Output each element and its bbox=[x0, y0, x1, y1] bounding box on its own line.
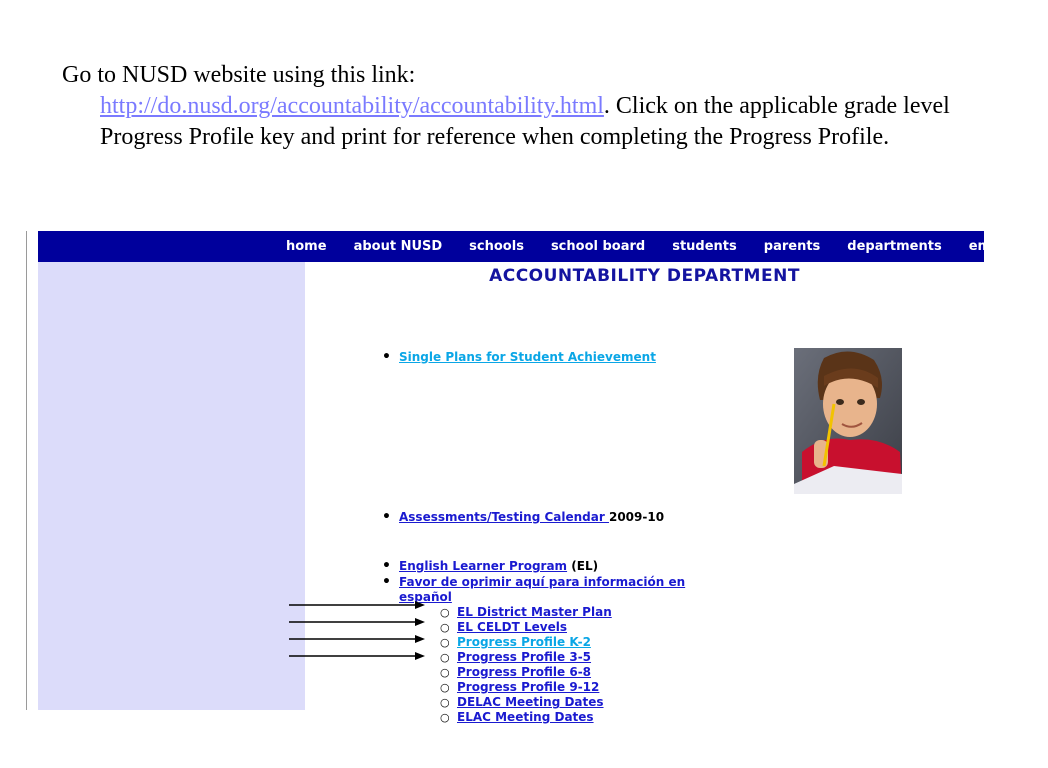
english-learner-link[interactable]: English Learner Program bbox=[399, 559, 568, 573]
list-item-english-learner bbox=[399, 559, 598, 574]
list-item-single-plans bbox=[399, 350, 656, 365]
progress-profile-9-12-link[interactable]: Progress Profile 9-12 bbox=[457, 680, 600, 694]
left-sidebar bbox=[38, 231, 305, 710]
instruction-intro: Go to NUSD website using this link: bbox=[62, 62, 416, 88]
nav-parents[interactable]: parents bbox=[763, 239, 821, 254]
student-photo bbox=[794, 348, 902, 494]
single-plans-link[interactable]: Single Plans for Student Achievement bbox=[399, 350, 656, 364]
arrow-icon bbox=[289, 600, 425, 610]
elac-meeting-dates-link[interactable]: ELAC Meeting Dates bbox=[457, 710, 594, 724]
progress-profile-k2-link[interactable]: Progress Profile K-2 bbox=[457, 635, 591, 649]
sublist-item bbox=[457, 620, 567, 635]
nav-schools[interactable]: schools bbox=[469, 239, 524, 254]
assessments-year: 2009-10 bbox=[608, 510, 665, 524]
website-screenshot bbox=[26, 231, 1048, 724]
nav-home[interactable]: home bbox=[286, 239, 327, 254]
list-item-assessments bbox=[399, 510, 664, 525]
espanol-info-link[interactable]: Favor de oprimir aquí para información en español bbox=[399, 575, 686, 604]
sublist-item bbox=[457, 605, 612, 620]
arrow-icon bbox=[289, 651, 425, 661]
sublist-item bbox=[457, 650, 591, 665]
main-nav bbox=[286, 231, 1048, 262]
list-item-espanol bbox=[399, 575, 709, 605]
instruction-text bbox=[62, 60, 962, 153]
progress-profile-6-8-link[interactable]: Progress Profile 6-8 bbox=[457, 665, 592, 679]
sublist-item bbox=[457, 665, 591, 680]
nav-students[interactable]: students bbox=[672, 239, 737, 254]
page-title: ACCOUNTABILITY DEPARTMENT bbox=[489, 266, 800, 286]
el-celdt-levels-link[interactable]: EL CELDT Levels bbox=[457, 620, 567, 634]
nav-school-board[interactable]: school board bbox=[550, 239, 646, 254]
el-suffix: (EL) bbox=[567, 559, 599, 573]
delac-meeting-dates-link[interactable]: DELAC Meeting Dates bbox=[457, 695, 604, 709]
assessments-calendar-link[interactable]: Assessments/Testing Calendar bbox=[399, 510, 609, 524]
nusd-accountability-link[interactable]: http://do.nusd.org/accountability/accountability.html bbox=[100, 93, 604, 119]
progress-profile-3-5-link[interactable]: Progress Profile 3-5 bbox=[457, 650, 592, 664]
arrow-icon bbox=[289, 617, 425, 627]
sublist-item bbox=[457, 695, 604, 710]
el-master-plan-link[interactable]: EL District Master Plan bbox=[457, 605, 612, 619]
sublist-item bbox=[457, 680, 599, 695]
instruction-after-link: . Click on the applicable grade level Progress Profile key and print for reference when completing the Progress Profile. bbox=[100, 93, 950, 150]
instruction-body bbox=[62, 91, 962, 153]
left-border bbox=[26, 231, 27, 710]
sublist-item bbox=[457, 710, 594, 725]
nav-employees[interactable]: employees bbox=[968, 239, 1048, 254]
arrow-icon bbox=[289, 634, 425, 644]
sublist-item bbox=[457, 635, 591, 650]
nav-departments[interactable]: departments bbox=[847, 239, 942, 254]
nav-about-nusd[interactable]: about NUSD bbox=[353, 239, 443, 254]
